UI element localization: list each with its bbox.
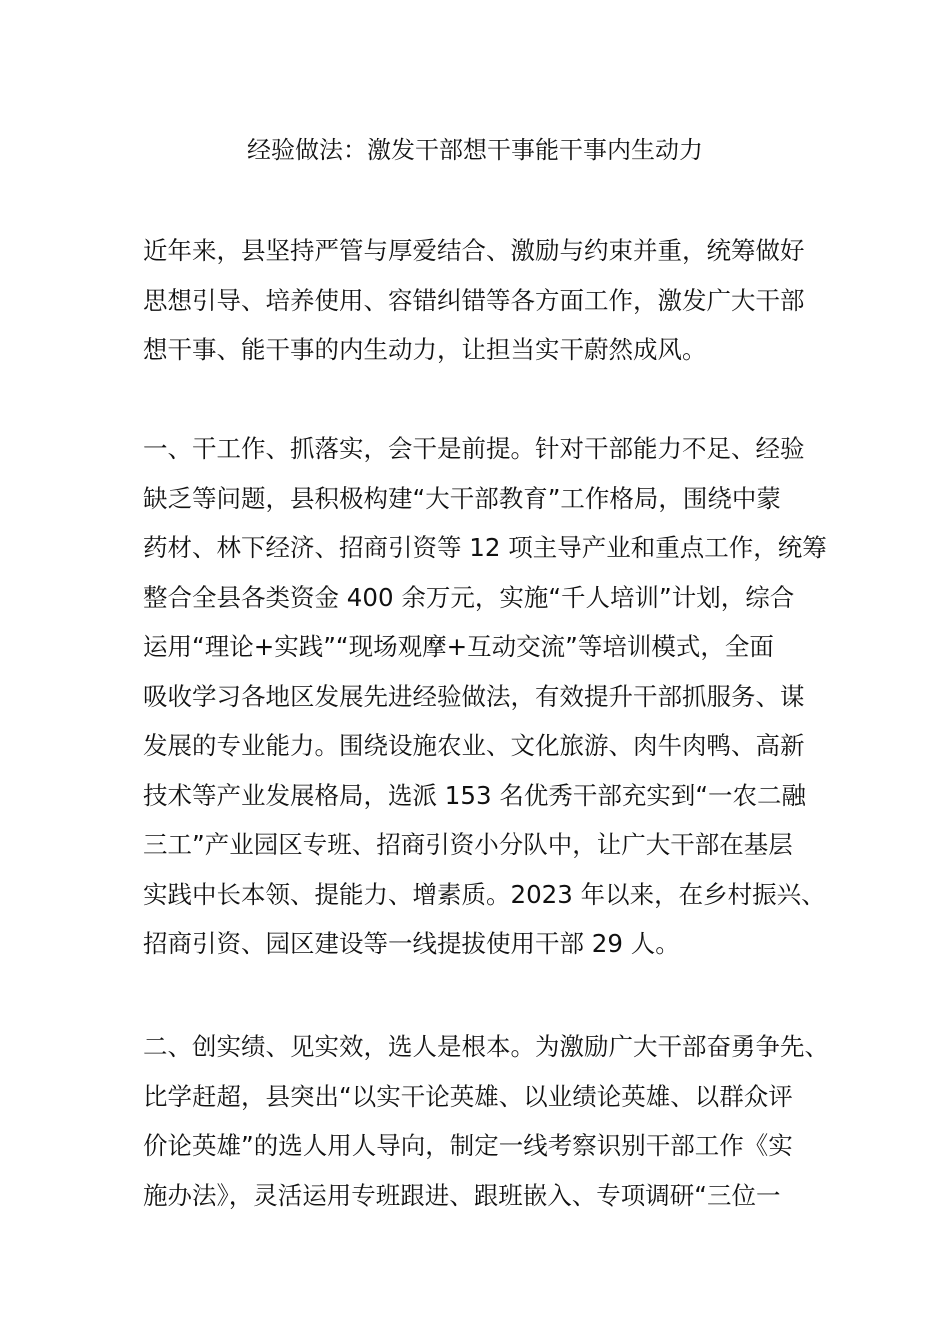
text-line: 比学赶超，县突出“以实干论英雄、以业绩论英雄、以群众评 [143,1081,793,1111]
paragraph-section-two [143,1022,829,1220]
paragraph-intro [143,226,807,375]
text-line: 技术等产业发展格局，选派 153 名优秀干部充实到“一农二融 [143,780,807,810]
text-line: 一、干工作、抓落实，会干是前提。针对干部能力不足、经验 [143,434,805,463]
text-line: 整合全县各类资金 400 余万元，实施“千人培训”计划，综合 [143,582,795,612]
text-line: 缺乏等问题，县积极构建“大干部教育”工作格局，围绕中蒙 [143,483,781,513]
text-line: 三工”产业园区专班、招商引资小分队中，让广大干部在基层 [143,830,793,859]
document-title: 经验做法：激发干部想干事能干事内生动力 [247,136,703,164]
text-line: 想干事、能干事的内生动力，让担当实干蔚然成风。 [143,335,707,364]
text-line: 近年来，县坚持严管与厚爱结合、激励与约束并重，统筹做好 [143,236,805,265]
text-line: 招商引资、园区建设等一线提拔使用干部 29 人。 [143,929,680,958]
text-line: 药材、林下经济、招商引资等 12 项主导产业和重点工作，统筹 [143,533,827,562]
paragraph-section-one [143,424,827,969]
text-line: 思想引导、培养使用、容错纠错等各方面工作，激发广大干部 [143,285,805,315]
text-line: 价论英雄”的选人用人导向，制定一线考察识别干部工作《实 [143,1131,793,1160]
text-line: 吸收学习各地区发展先进经验做法，有效提升干部抓服务、谋 [143,681,805,711]
text-line: 施办法》，灵活运用专班跟进、跟班嵌入、专项调研“三位一 [143,1180,781,1210]
text-line: 发展的专业能力。围绕设施农业、文化旅游、肉牛肉鸭、高新 [143,731,805,760]
text-line: 实践中长本领、提能力、增素质。2023 年以来，在乡村振兴、 [143,879,826,909]
text-line: 二、创实绩、见实效，选人是根本。为激励广大干部奋勇争先、 [143,1032,829,1061]
text-line: 运用“理论+实践”“现场观摩+互动交流”等培训模式，全面 [143,632,774,661]
